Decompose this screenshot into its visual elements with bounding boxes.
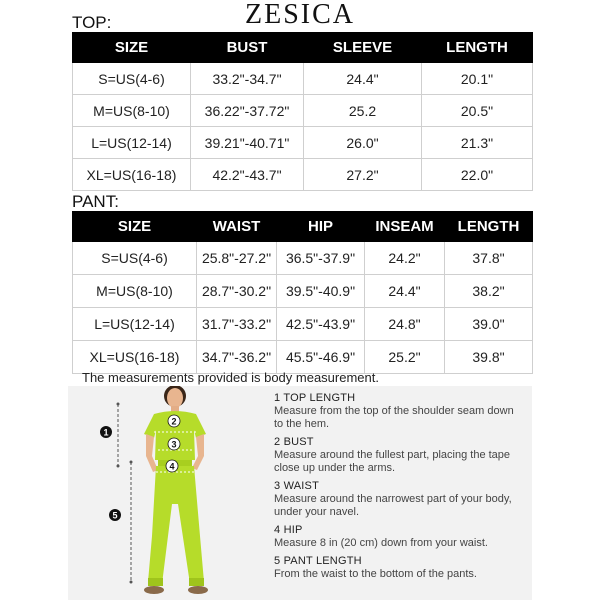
table-cell: 31.7"-33.2" xyxy=(197,308,277,341)
table-cell: 36.22"-37.72" xyxy=(191,95,304,127)
table-row xyxy=(73,127,533,159)
table-cell: S=US(4-6) xyxy=(73,242,197,275)
brand-logo: ZESICA xyxy=(245,0,355,30)
table-cell: 26.0" xyxy=(304,127,422,159)
measurement-note: The measurements provided is body measurement. xyxy=(82,370,379,385)
pant-header-length: LENGTH xyxy=(445,212,533,242)
model-illustration xyxy=(68,386,263,600)
right-cuff xyxy=(189,578,204,586)
desc-title: 5 PANT LENGTH xyxy=(274,555,362,567)
table-cell: XL=US(16-18) xyxy=(73,159,191,191)
pant-section-label: PANT: xyxy=(72,192,119,211)
table-cell: L=US(12-14) xyxy=(73,127,191,159)
right-shoe xyxy=(188,586,208,594)
desc-title: 1 TOP LENGTH xyxy=(274,392,356,404)
desc-text: From the waist to the bottom of the pants. xyxy=(274,568,477,580)
top-header-length: LENGTH xyxy=(422,33,533,63)
table-cell: 25.2" xyxy=(365,341,445,374)
measurement-guide-panel xyxy=(68,386,532,600)
line-endpoint xyxy=(130,581,133,584)
desc-text: Measure around the narrowest part of your body, under your navel. xyxy=(274,493,512,518)
table-row xyxy=(73,159,533,191)
table-row xyxy=(73,308,533,341)
pant-header-waist: WAIST xyxy=(197,212,277,242)
svg-text:3: 3 xyxy=(171,439,177,450)
desc-title: 3 WAIST xyxy=(274,480,319,492)
table-cell: 34.7"-36.2" xyxy=(197,341,277,374)
face-shape xyxy=(167,388,183,408)
top-section-label: TOP: xyxy=(72,13,112,32)
desc-bust xyxy=(274,436,524,475)
svg-text:2: 2 xyxy=(171,416,177,427)
table-cell: 24.4" xyxy=(304,63,422,95)
table-cell: 21.3" xyxy=(422,127,533,159)
table-cell: 25.2 xyxy=(304,95,422,127)
table-row xyxy=(73,341,533,374)
table-cell: 33.2"-34.7" xyxy=(191,63,304,95)
top-header-bust: BUST xyxy=(191,33,304,63)
table-cell: 45.5"-46.9" xyxy=(277,341,365,374)
pant-size-table xyxy=(72,211,533,374)
table-cell: 36.5"-37.9" xyxy=(277,242,365,275)
marker-1 xyxy=(100,426,112,438)
top-size-table xyxy=(72,32,533,191)
svg-text:5: 5 xyxy=(112,510,118,521)
line-endpoint xyxy=(130,461,133,464)
line-endpoint xyxy=(117,403,120,406)
table-cell: 20.1" xyxy=(422,63,533,95)
table-cell: 27.2" xyxy=(304,159,422,191)
desc-text: Measure 8 in (20 cm) down from your waist. xyxy=(274,537,488,549)
table-cell: 24.4" xyxy=(365,275,445,308)
model-figure xyxy=(68,386,263,600)
table-cell: 38.2" xyxy=(445,275,533,308)
top-header-sleeve: SLEEVE xyxy=(304,33,422,63)
table-cell: 28.7"-30.2" xyxy=(197,275,277,308)
table-row xyxy=(73,275,533,308)
table-cell: 42.2"-43.7" xyxy=(191,159,304,191)
top-table-header-row xyxy=(73,33,533,63)
table-cell: M=US(8-10) xyxy=(73,275,197,308)
table-cell: 24.2" xyxy=(365,242,445,275)
marker-4 xyxy=(166,460,178,472)
table-cell: 39.0" xyxy=(445,308,533,341)
table-cell: 39.8" xyxy=(445,341,533,374)
pant-header-hip: HIP xyxy=(277,212,365,242)
marker-2 xyxy=(168,415,180,427)
desc-waist xyxy=(274,480,524,519)
table-cell: 37.8" xyxy=(445,242,533,275)
marker-5 xyxy=(109,509,121,521)
table-cell: 39.5"-40.9" xyxy=(277,275,365,308)
table-row xyxy=(73,95,533,127)
left-cuff xyxy=(148,578,163,586)
desc-title: 2 BUST xyxy=(274,436,314,448)
table-cell: 24.8" xyxy=(365,308,445,341)
table-cell: 22.0" xyxy=(422,159,533,191)
svg-text:4: 4 xyxy=(169,461,175,472)
desc-text: Measure around the fullest part, placing the tape close up under the arms. xyxy=(274,449,511,474)
desc-pant-length xyxy=(274,555,524,581)
svg-text:1: 1 xyxy=(103,427,109,438)
table-cell: 42.5"-43.9" xyxy=(277,308,365,341)
table-cell: 39.21"-40.71" xyxy=(191,127,304,159)
desc-hip xyxy=(274,524,524,550)
table-cell: M=US(8-10) xyxy=(73,95,191,127)
table-cell: S=US(4-6) xyxy=(73,63,191,95)
table-row xyxy=(73,63,533,95)
measurement-descriptions xyxy=(274,392,524,586)
table-cell: 20.5" xyxy=(422,95,533,127)
marker-3 xyxy=(168,438,180,450)
table-cell: 25.8"-27.2" xyxy=(197,242,277,275)
table-row xyxy=(73,242,533,275)
table-cell: XL=US(16-18) xyxy=(73,341,197,374)
top-header-size: SIZE xyxy=(73,33,191,63)
line-endpoint xyxy=(117,465,120,468)
left-shoe xyxy=(144,586,164,594)
pant-table-header-row xyxy=(73,212,533,242)
desc-text: Measure from the top of the shoulder seam down to the hem. xyxy=(274,405,514,430)
desc-top-length xyxy=(274,392,524,431)
table-cell: L=US(12-14) xyxy=(73,308,197,341)
desc-title: 4 HIP xyxy=(274,524,303,536)
pant-header-size: SIZE xyxy=(73,212,197,242)
pant-garment xyxy=(148,466,204,584)
pant-header-inseam: INSEAM xyxy=(365,212,445,242)
